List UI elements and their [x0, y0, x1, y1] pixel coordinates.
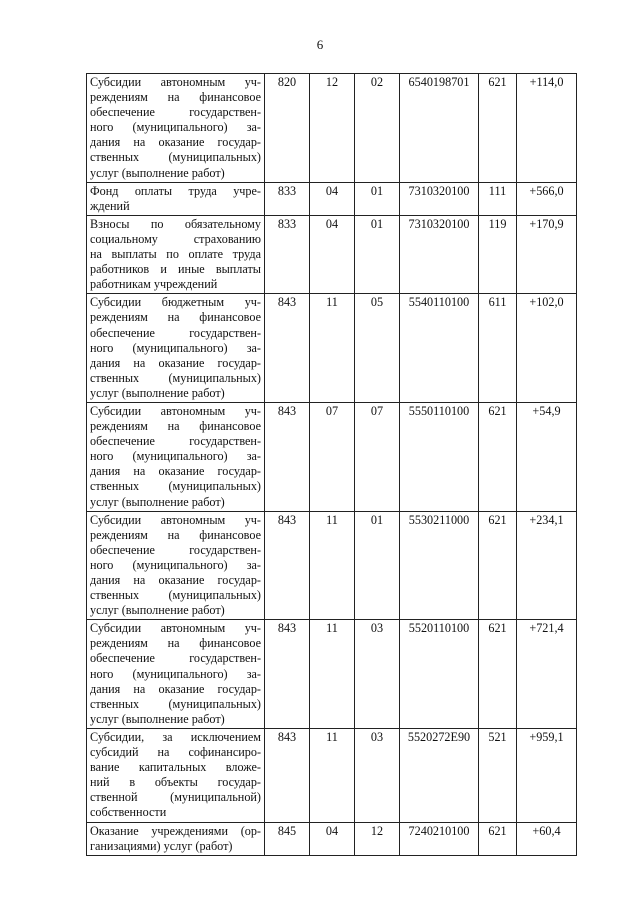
- description-line: Субсидии бюджетным уч-: [90, 295, 261, 310]
- expense-type-code: 119: [479, 215, 517, 293]
- expense-type-code: 621: [479, 74, 517, 183]
- section-code: 04: [310, 182, 355, 215]
- amount-change: +170,9: [517, 215, 577, 293]
- table-row: [87, 511, 577, 620]
- description-line: работникам учреждений: [90, 277, 218, 292]
- subsection-code: 01: [355, 182, 400, 215]
- admin-code: 843: [265, 294, 310, 403]
- description-line: Оказание учреждениями (ор-: [90, 823, 261, 838]
- admin-code: 843: [265, 402, 310, 511]
- description-line: ного (муниципального) за-: [90, 340, 261, 355]
- description-line: услуг (выполнение работ): [90, 711, 225, 726]
- table-row: [87, 215, 577, 293]
- description-line: реждениям на финансовое: [90, 636, 261, 651]
- description-line: реждениям на финансовое: [90, 90, 261, 105]
- description-line: ного (муниципального) за-: [90, 449, 261, 464]
- description-line: Взносы по обязательному: [90, 216, 261, 231]
- description-line: услуг (выполнение работ): [90, 603, 225, 618]
- table-row: [87, 182, 577, 215]
- amount-change: +959,1: [517, 728, 577, 822]
- target-article-code: 7310320100: [400, 182, 479, 215]
- amount-change: +102,0: [517, 294, 577, 403]
- section-code: 04: [310, 822, 355, 855]
- row-description: [87, 402, 265, 511]
- description-line: Субсидии автономным уч-: [90, 621, 261, 636]
- expense-type-code: 521: [479, 728, 517, 822]
- budget-table: [86, 73, 577, 856]
- subsection-code: 05: [355, 294, 400, 403]
- amount-change: +234,1: [517, 511, 577, 620]
- description-line: обеспечение государствен-: [90, 434, 261, 449]
- table-row: [87, 74, 577, 183]
- target-article-code: 5550110100: [400, 402, 479, 511]
- description-line: ждений: [90, 198, 130, 213]
- description-line: дания на оказание государ-: [90, 355, 261, 370]
- subsection-code: 03: [355, 620, 400, 729]
- section-code: 11: [310, 728, 355, 822]
- description-line: вание капитальных вложе-: [90, 760, 261, 775]
- page-number: 6: [316, 37, 324, 52]
- description-line: ганизациями) услуг (работ): [90, 838, 233, 853]
- description-line: Субсидии, за исключением: [90, 729, 261, 744]
- expense-type-code: 621: [479, 402, 517, 511]
- table-row: [87, 728, 577, 822]
- target-article-code: 6540198701: [400, 74, 479, 183]
- description-line: ственной (муниципальной): [90, 790, 261, 805]
- description-line: реждениям на финансовое: [90, 419, 261, 434]
- description-line: обеспечение государствен-: [90, 325, 261, 340]
- description-line: ственных (муниципальных): [90, 150, 261, 165]
- description-line: ного (муниципального) за-: [90, 557, 261, 572]
- description-line: Субсидии автономным уч-: [90, 512, 261, 527]
- table-body: [87, 74, 577, 856]
- subsection-code: 01: [355, 215, 400, 293]
- description-line: на выплаты по оплате труда: [90, 247, 261, 262]
- amount-change: +721,4: [517, 620, 577, 729]
- description-line: услуг (выполнение работ): [90, 494, 225, 509]
- description-line: ственных (муниципальных): [90, 370, 261, 385]
- amount-change: +114,0: [517, 74, 577, 183]
- subsection-code: 01: [355, 511, 400, 620]
- description-line: ственных (муниципальных): [90, 588, 261, 603]
- admin-code: 833: [265, 182, 310, 215]
- row-description: [87, 511, 265, 620]
- row-description: [87, 74, 265, 183]
- admin-code: 843: [265, 728, 310, 822]
- target-article-code: 5540110100: [400, 294, 479, 403]
- row-description: [87, 620, 265, 729]
- subsection-code: 07: [355, 402, 400, 511]
- admin-code: 843: [265, 620, 310, 729]
- description-line: услуг (выполнение работ): [90, 385, 225, 400]
- description-line: дания на оказание государ-: [90, 135, 261, 150]
- description-line: социальному страхованию: [90, 231, 261, 246]
- subsection-code: 12: [355, 822, 400, 855]
- description-line: собственности: [90, 805, 167, 820]
- admin-code: 833: [265, 215, 310, 293]
- description-line: дания на оказание государ-: [90, 681, 261, 696]
- row-description: [87, 182, 265, 215]
- description-line: Субсидии автономным уч-: [90, 403, 261, 418]
- amount-change: +60,4: [517, 822, 577, 855]
- description-line: ний в объекты государ-: [90, 775, 261, 790]
- expense-type-code: 621: [479, 620, 517, 729]
- description-line: реждениям на финансовое: [90, 527, 261, 542]
- description-line: обеспечение государствен-: [90, 105, 261, 120]
- description-line: услуг (выполнение работ): [90, 165, 225, 180]
- table-row: [87, 294, 577, 403]
- description-line: обеспечение государствен-: [90, 542, 261, 557]
- admin-code: 843: [265, 511, 310, 620]
- description-line: Субсидии автономным уч-: [90, 75, 261, 89]
- description-line: ного (муниципального) за-: [90, 120, 261, 135]
- row-description: [87, 294, 265, 403]
- expense-type-code: 611: [479, 294, 517, 403]
- section-code: 07: [310, 402, 355, 511]
- expense-type-code: 111: [479, 182, 517, 215]
- admin-code: 845: [265, 822, 310, 855]
- target-article-code: 5520110100: [400, 620, 479, 729]
- description-line: Фонд оплаты труда учре-: [90, 183, 261, 198]
- section-code: 11: [310, 620, 355, 729]
- description-line: реждениям на финансовое: [90, 310, 261, 325]
- description-line: ного (муниципального) за-: [90, 666, 261, 681]
- target-article-code: 7310320100: [400, 215, 479, 293]
- table-row: [87, 822, 577, 855]
- section-code: 04: [310, 215, 355, 293]
- table-row: [87, 402, 577, 511]
- target-article-code: 5530211000: [400, 511, 479, 620]
- description-line: обеспечение государствен-: [90, 651, 261, 666]
- table-row: [87, 620, 577, 729]
- description-line: ственных (муниципальных): [90, 479, 261, 494]
- description-line: субсидий на софинансиро-: [90, 745, 261, 760]
- amount-change: +566,0: [517, 182, 577, 215]
- subsection-code: 02: [355, 74, 400, 183]
- expense-type-code: 621: [479, 511, 517, 620]
- subsection-code: 03: [355, 728, 400, 822]
- target-article-code: 5520272E90: [400, 728, 479, 822]
- section-code: 12: [310, 74, 355, 183]
- description-line: дания на оказание государ-: [90, 573, 261, 587]
- description-line: ственных (муниципальных): [90, 696, 261, 711]
- row-description: [87, 822, 265, 855]
- admin-code: 820: [265, 74, 310, 183]
- target-article-code: 7240210100: [400, 822, 479, 855]
- description-line: дания на оказание государ-: [90, 464, 261, 479]
- row-description: [87, 215, 265, 293]
- section-code: 11: [310, 294, 355, 403]
- expense-type-code: 621: [479, 822, 517, 855]
- description-line: работников и иные выплаты: [90, 262, 261, 277]
- section-code: 11: [310, 511, 355, 620]
- row-description: [87, 728, 265, 822]
- amount-change: +54,9: [517, 402, 577, 511]
